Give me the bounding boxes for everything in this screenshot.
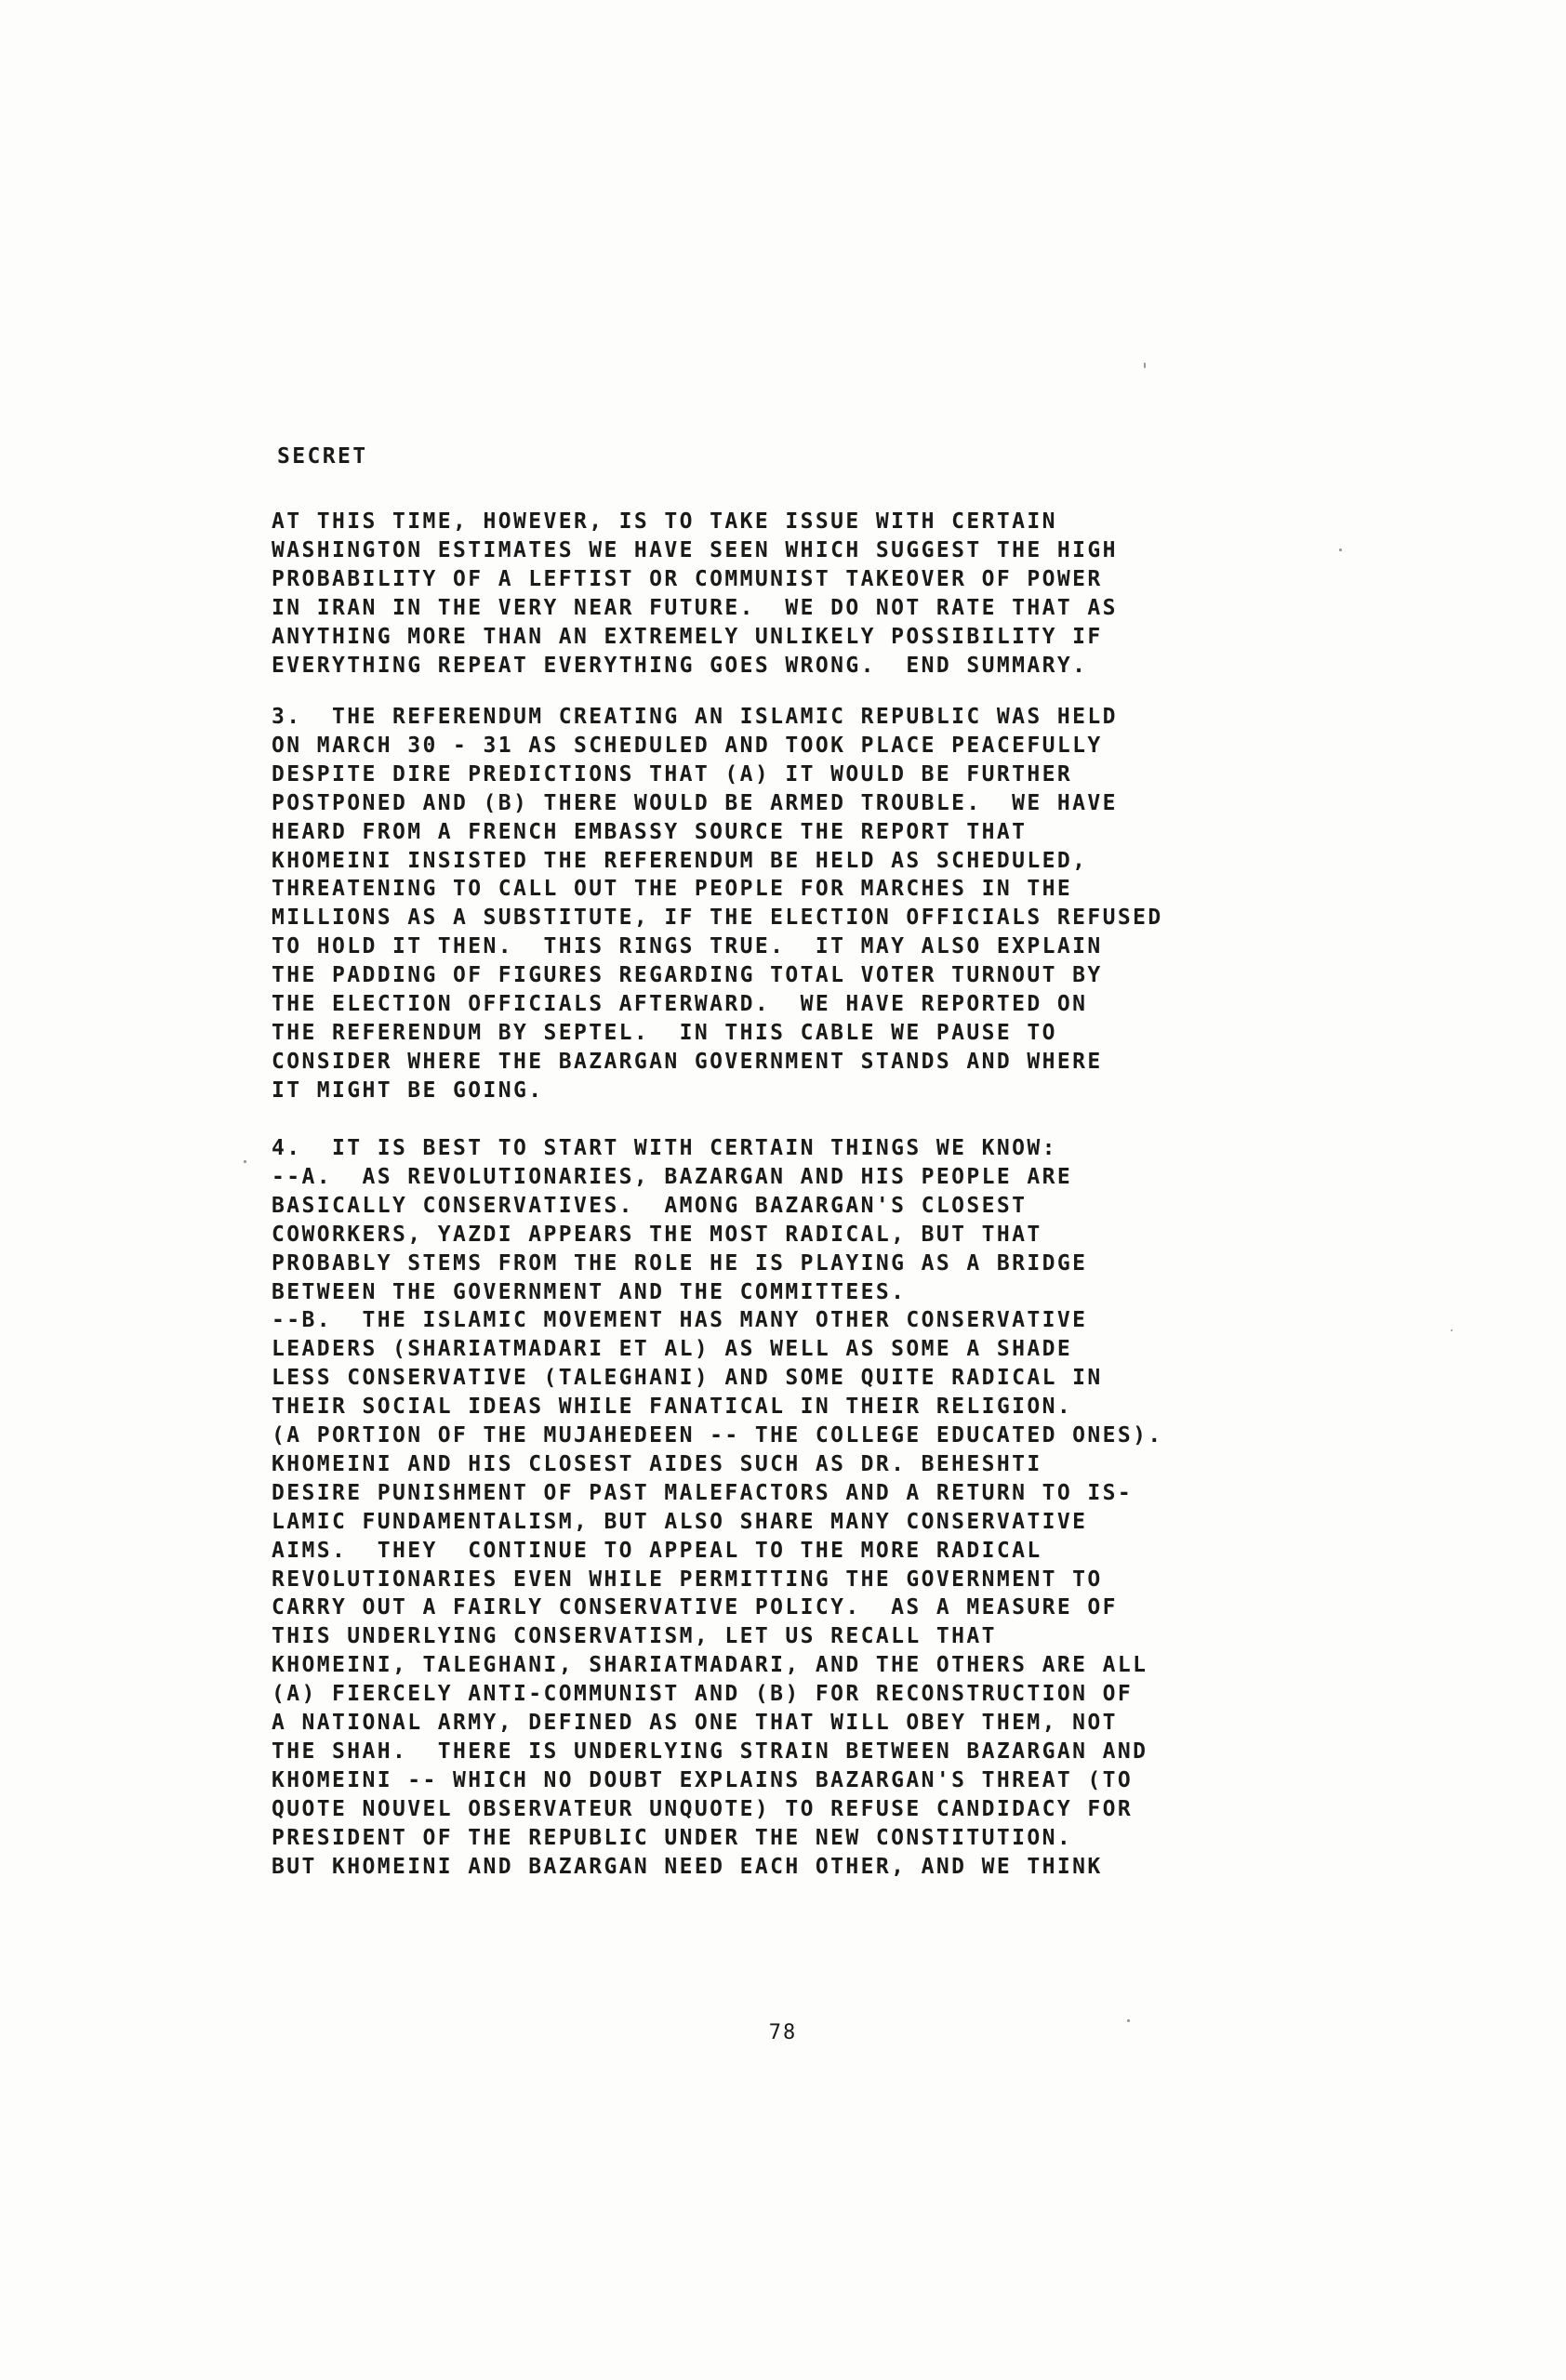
text-line: LEADERS (SHARIATMADARI ET AL) AS WELL AS SOME A SHADE [272, 1337, 1073, 1361]
text-line: KHOMEINI AND HIS CLOSEST AIDES SUCH AS DR. BEHESHTI [272, 1452, 1042, 1476]
text-line: DESPITE DIRE PREDICTIONS THAT (A) IT WOULD BE FURTHER [272, 762, 1073, 787]
text-line: ANYTHING MORE THAN AN EXTREMELY UNLIKELY POSSIBILITY IF [272, 625, 1103, 649]
text-line: CARRY OUT A FAIRLY CONSERVATIVE POLICY. AS A MEASURE OF [272, 1595, 1118, 1620]
text-line: POSTPONED AND (B) THERE WOULD BE ARMED TROUBLE. WE HAVE [272, 791, 1118, 815]
text-line: AIMS. THEY CONTINUE TO APPEAL TO THE MORE RADICAL [272, 1539, 1042, 1563]
text-line: THE ELECTION OFFICIALS AFTERWARD. WE HAVE REPORTED ON [272, 992, 1088, 1016]
text-line: MILLIONS AS A SUBSTITUTE, IF THE ELECTION OFFICIALS REFUSED [272, 906, 1163, 930]
text-line: CONSIDER WHERE THE BAZARGAN GOVERNMENT STANDS AND WHERE [272, 1050, 1103, 1074]
text-line: PRESIDENT OF THE REPUBLIC UNDER THE NEW CONSTITUTION. [272, 1826, 1073, 1850]
text-line: ON MARCH 30 - 31 AS SCHEDULED AND TOOK PLACE PEACEFULLY [272, 734, 1103, 758]
text-line: REVOLUTIONARIES EVEN WHILE PERMITTING THE GOVERNMENT TO [272, 1567, 1103, 1592]
text-line: LAMIC FUNDAMENTALISM, BUT ALSO SHARE MANY CONSERVATIVE [272, 1510, 1088, 1534]
text-line: QUOTE NOUVEL OBSERVATEUR UNQUOTE) TO REFUSE CANDIDACY FOR [272, 1797, 1134, 1821]
text-line: THE PADDING OF FIGURES REGARDING TOTAL VOTER TURNOUT BY [272, 963, 1103, 987]
text-line: TO HOLD IT THEN. THIS RINGS TRUE. IT MAY ALSO EXPLAIN [272, 934, 1103, 959]
text-line: 4. IT IS BEST TO START WITH CERTAIN THINGS WE KNOW: [272, 1136, 1057, 1160]
text-line: THE REFERENDUM BY SEPTEL. IN THIS CABLE WE PAUSE TO [272, 1021, 1057, 1045]
text-line: A NATIONAL ARMY, DEFINED AS ONE THAT WILL OBEY THEM, NOT [272, 1711, 1118, 1735]
text-line: BASICALLY CONSERVATIVES. AMONG BAZARGAN'S CLOSEST [272, 1194, 1028, 1218]
text-line: 3. THE REFERENDUM CREATING AN ISLAMIC REPUBLIC WAS HELD [272, 705, 1118, 729]
text-line: HEARD FROM A FRENCH EMBASSY SOURCE THE REPORT THAT [272, 820, 1028, 844]
text-line: PROBABLY STEMS FROM THE ROLE HE IS PLAYING AS A BRIDGE [272, 1251, 1088, 1276]
classification-header: SECRET [277, 444, 368, 469]
text-line: PROBABILITY OF A LEFTIST OR COMMUNIST TAKEOVER OF POWER [272, 567, 1103, 591]
text-line: (A PORTION OF THE MUJAHEDEEN -- THE COLLEGE EDUCATED ONES). [272, 1423, 1163, 1448]
text-line: IT MIGHT BE GOING. [272, 1078, 544, 1103]
text-line: --A. AS REVOLUTIONARIES, BAZARGAN AND HIS PEOPLE ARE [272, 1165, 1073, 1189]
text-line: THEIR SOCIAL IDEAS WHILE FANATICAL IN THEIR RELIGION. [272, 1395, 1073, 1419]
page-number: 78 [768, 2021, 798, 2044]
text-line: DESIRE PUNISHMENT OF PAST MALEFACTORS AND A RETURN TO IS- [272, 1481, 1134, 1505]
text-line: COWORKERS, YAZDI APPEARS THE MOST RADICAL, BUT THAT [272, 1223, 1042, 1247]
text-line: THIS UNDERLYING CONSERVATISM, LET US RECALL THAT [272, 1624, 997, 1648]
text-line: AT THIS TIME, HOWEVER, IS TO TAKE ISSUE WITH CERTAIN [272, 509, 1057, 534]
text-line: --B. THE ISLAMIC MOVEMENT HAS MANY OTHER CONSERVATIVE [272, 1308, 1088, 1332]
text-line: BETWEEN THE GOVERNMENT AND THE COMMITTEES. [272, 1280, 907, 1304]
text-line: (A) FIERCELY ANTI-COMMUNIST AND (B) FOR RECONSTRUCTION OF [272, 1682, 1134, 1706]
text-line: THREATENING TO CALL OUT THE PEOPLE FOR MARCHES IN THE [272, 877, 1073, 901]
text-line: KHOMEINI INSISTED THE REFERENDUM BE HELD AS SCHEDULED, [272, 849, 1088, 873]
text-line: KHOMEINI -- WHICH NO DOUBT EXPLAINS BAZARGAN'S THREAT (TO [272, 1768, 1134, 1792]
text-line: KHOMEINI, TALEGHANI, SHARIATMADARI, AND THE OTHERS ARE ALL [272, 1653, 1148, 1677]
text-line: LESS CONSERVATIVE (TALEGHANI) AND SOME QUITE RADICAL IN [272, 1366, 1103, 1390]
text-line: THE SHAH. THERE IS UNDERLYING STRAIN BETWEEN BAZARGAN AND [272, 1739, 1148, 1764]
text-line: WASHINGTON ESTIMATES WE HAVE SEEN WHICH SUGGEST THE HIGH [272, 538, 1118, 562]
text-line: EVERYTHING REPEAT EVERYTHING GOES WRONG. END SUMMARY. [272, 654, 1088, 678]
text-line: BUT KHOMEINI AND BAZARGAN NEED EACH OTHER, AND WE THINK [272, 1855, 1103, 1879]
text-line: IN IRAN IN THE VERY NEAR FUTURE. WE DO NOT RATE THAT AS [272, 596, 1118, 620]
